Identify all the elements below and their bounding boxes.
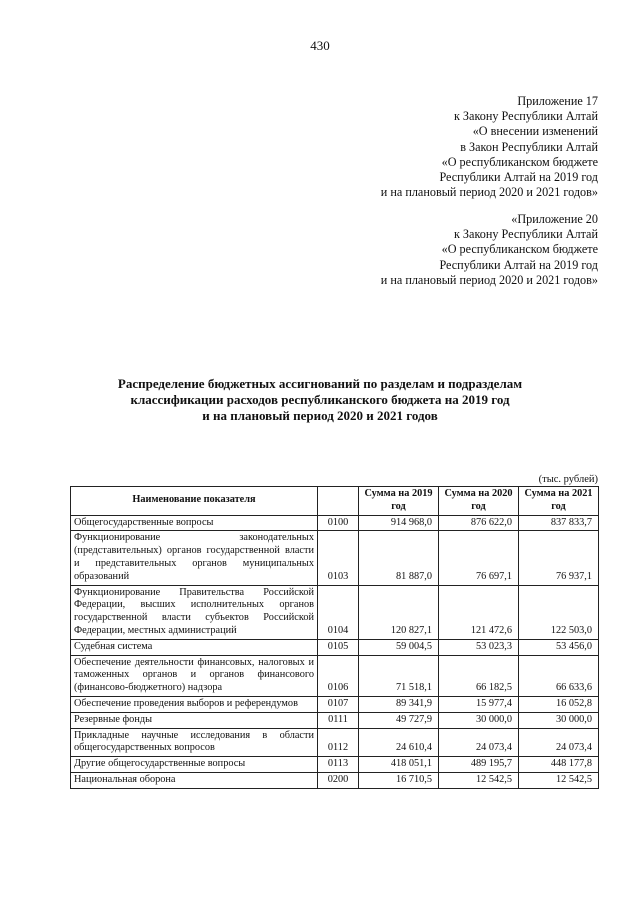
row-code: 0105 bbox=[318, 639, 359, 655]
row-sum-2019: 49 727,9 bbox=[359, 712, 439, 728]
heading-line: Распределение бюджетных ассигнований по разделам и подразделам bbox=[117, 376, 523, 391]
row-sum-2021: 837 833,7 bbox=[519, 515, 599, 531]
annex-line: к Закону Республики Алтай bbox=[453, 109, 598, 124]
annex-line: к Закону Республики Алтай bbox=[453, 227, 598, 242]
row-sum-2020: 53 023,3 bbox=[439, 639, 519, 655]
row-sum-2020: 24 073,4 bbox=[439, 728, 519, 757]
row-name: Общегосударственные вопросы bbox=[71, 515, 318, 531]
row-code: 0113 bbox=[318, 757, 359, 773]
row-sum-2019: 120 827,1 bbox=[359, 585, 439, 639]
row-sum-2020: 30 000,0 bbox=[439, 712, 519, 728]
budget-table bbox=[70, 486, 599, 789]
annex-line: Приложение 17 bbox=[517, 94, 598, 108]
row-name: Прикладные научные исследования в области общегосударственных вопросов bbox=[71, 728, 318, 757]
row-sum-2021: 16 052,8 bbox=[519, 696, 599, 712]
row-sum-2020: 876 622,0 bbox=[439, 515, 519, 531]
row-code: 0112 bbox=[318, 728, 359, 757]
row-name: Обеспечение деятельности финансовых, налоговых и таможенных органов и органов финансового (финансово-бюджетного) надзора bbox=[71, 655, 318, 696]
row-sum-2019: 59 004,5 bbox=[359, 639, 439, 655]
annex-line: «О республиканском бюджете bbox=[441, 242, 598, 257]
row-name: Резервные фонды bbox=[71, 712, 318, 728]
row-name: Обеспечение проведения выборов и референдумов bbox=[71, 696, 318, 712]
annex-line: «Приложение 20 bbox=[511, 212, 598, 226]
row-name: Функционирование Правительства Российской Федерации, высших исполнительных органов государственной власти субъектов Российской Федерации, местных администраций bbox=[71, 585, 318, 639]
table-row bbox=[71, 728, 599, 757]
row-sum-2021: 76 937,1 bbox=[519, 531, 599, 585]
row-code: 0200 bbox=[318, 772, 359, 788]
row-sum-2019: 914 968,0 bbox=[359, 515, 439, 531]
row-sum-2019: 24 610,4 bbox=[359, 728, 439, 757]
header-sum-2019: Сумма на 2019 год bbox=[359, 487, 439, 516]
table-row bbox=[71, 757, 599, 773]
row-sum-2020: 76 697,1 bbox=[439, 531, 519, 585]
table-header-row bbox=[71, 487, 599, 516]
row-sum-2021: 24 073,4 bbox=[519, 728, 599, 757]
annex-line: «О внесении изменений bbox=[472, 124, 598, 139]
header-code bbox=[318, 487, 359, 516]
table-row bbox=[71, 772, 599, 788]
heading-line: классификации расходов республиканского бюджета на 2019 год bbox=[130, 392, 510, 408]
row-sum-2021: 66 633,6 bbox=[519, 655, 599, 696]
annex-line: Республики Алтай на 2019 год bbox=[439, 170, 598, 185]
row-sum-2019: 81 887,0 bbox=[359, 531, 439, 585]
heading-line: и на плановый период 2020 и 2021 годов bbox=[202, 408, 438, 424]
table-row bbox=[71, 655, 599, 696]
header-sum-2021: Сумма на 2021 год bbox=[519, 487, 599, 516]
row-sum-2019: 71 518,1 bbox=[359, 655, 439, 696]
row-sum-2020: 489 195,7 bbox=[439, 757, 519, 773]
annex-line: и на плановый период 2020 и 2021 годов» bbox=[380, 185, 598, 200]
row-code: 0104 bbox=[318, 585, 359, 639]
row-code: 0100 bbox=[318, 515, 359, 531]
row-sum-2020: 12 542,5 bbox=[439, 772, 519, 788]
row-name: Функционирование законодательных (представительных) органов государственной власти и представительных органов муниципальных образований bbox=[71, 531, 318, 585]
header-sum-2020: Сумма на 2020 год bbox=[439, 487, 519, 516]
row-code: 0107 bbox=[318, 696, 359, 712]
table-row bbox=[71, 639, 599, 655]
row-sum-2020: 121 472,6 bbox=[439, 585, 519, 639]
annex-line: в Закон Республики Алтай bbox=[460, 139, 598, 154]
annex-line: и на плановый период 2020 и 2021 годов» bbox=[380, 272, 598, 287]
row-sum-2019: 89 341,9 bbox=[359, 696, 439, 712]
annex-17-reference bbox=[381, 94, 598, 200]
table-row bbox=[71, 696, 599, 712]
row-sum-2020: 66 182,5 bbox=[439, 655, 519, 696]
row-sum-2021: 122 503,0 bbox=[519, 585, 599, 639]
row-sum-2020: 15 977,4 bbox=[439, 696, 519, 712]
row-sum-2021: 53 456,0 bbox=[519, 639, 599, 655]
row-name: Судебная система bbox=[71, 639, 318, 655]
row-code: 0106 bbox=[318, 655, 359, 696]
row-sum-2021: 12 542,5 bbox=[519, 772, 599, 788]
row-name: Другие общегосударственные вопросы bbox=[71, 757, 318, 773]
table-row bbox=[71, 515, 599, 531]
table-row bbox=[71, 585, 599, 639]
annex-20-reference bbox=[381, 212, 598, 288]
table-row bbox=[71, 712, 599, 728]
row-code: 0111 bbox=[318, 712, 359, 728]
table-row bbox=[71, 531, 599, 585]
row-sum-2019: 16 710,5 bbox=[359, 772, 439, 788]
row-sum-2021: 448 177,8 bbox=[519, 757, 599, 773]
annex-line: «О республиканском бюджете bbox=[441, 154, 598, 169]
units-label: (тыс. рублей) bbox=[538, 474, 598, 485]
annex-line: Республики Алтай на 2019 год bbox=[439, 257, 598, 272]
page-number: 430 bbox=[310, 38, 330, 53]
row-name: Национальная оборона bbox=[71, 772, 318, 788]
row-sum-2019: 418 051,1 bbox=[359, 757, 439, 773]
document-heading bbox=[0, 376, 640, 425]
row-code: 0103 bbox=[318, 531, 359, 585]
row-sum-2021: 30 000,0 bbox=[519, 712, 599, 728]
header-indicator-name: Наименование показателя bbox=[71, 487, 318, 516]
